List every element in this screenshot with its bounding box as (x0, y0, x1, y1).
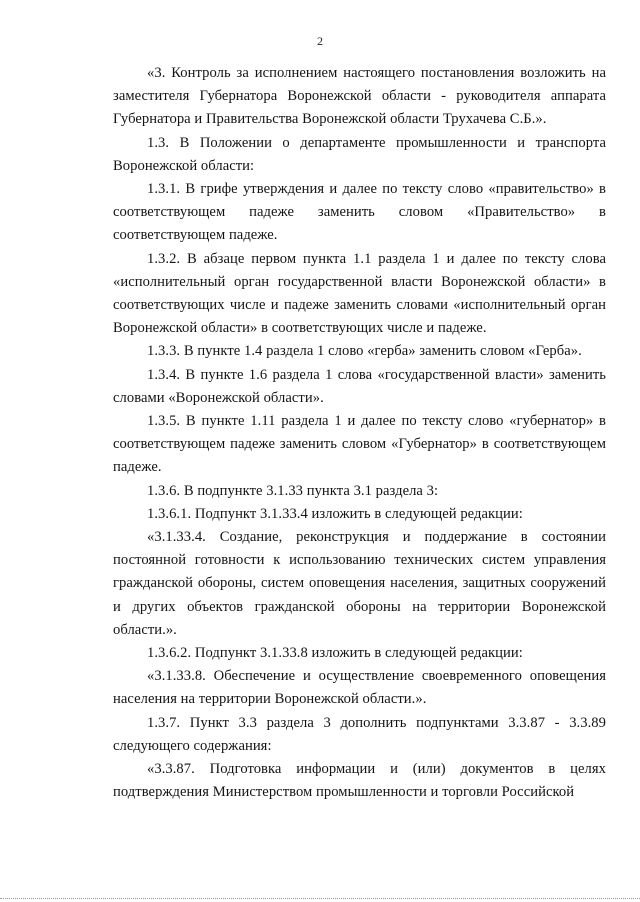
paragraph-1-3-6: 1.3.6. В подпункте 3.1.33 пункта 3.1 раздела 3: (147, 482, 439, 499)
paragraph-1-3-4: 1.3.4. В пункте 1.6 раздела 1 слова «государственной власти» заменить словами «Воронежской области». (113, 366, 606, 406)
paragraph-1-3-6-2: 1.3.6.2. Подпункт 3.1.33.8 изложить в следующей редакции: (147, 645, 523, 662)
paragraph-1-3-1: 1.3.1. В грифе утверждения и далее по тексту слово «правительство» в соответствующем падеже заменить словом «Правительство» в соответствующем падеже. (113, 181, 606, 244)
paragraph-3-1-33-8: «3.1.33.8. Обеспечение и осуществление своевременного оповещения населения на территории Воронежской области.». (113, 668, 606, 708)
page-bottom-edge (0, 898, 640, 899)
paragraph-1-3-6-1: 1.3.6.1. Подпункт 3.1.33.4 изложить в следующей редакции: (147, 505, 523, 522)
document-body (113, 62, 606, 805)
paragraph-1-3-2: 1.3.2. В абзаце первом пункта 1.1 раздела 1 и далее по тексту слова «исполнительный орган государственной власти Воронежской области» в соответствующих числе и падеже заменить словами «исполнительный орган Воронежской области» в соответствующих числе и падеже. (113, 250, 606, 337)
paragraph-1-3-7: 1.3.7. Пункт 3.3 раздела 3 дополнить подпунктами 3.3.87 - 3.3.89 следующего содержания: (113, 714, 606, 754)
paragraph-1-3-5: 1.3.5. В пункте 1.11 раздела 1 и далее по тексту слово «губернатор» в соответствующем падеже заменить словом «Губернатор» в соответствующем падеже. (113, 413, 606, 476)
paragraph-1-3: 1.3. В Положении о департаменте промышленности и транспорта Воронежской области: (113, 134, 606, 174)
paragraph-1-3-3: 1.3.3. В пункте 1.4 раздела 1 слово «герба» заменить словом «Герба». (147, 343, 582, 360)
paragraph-3-1-33-4: «3.1.33.4. Создание, реконструкция и поддержание в состоянии постоянной готовности к использованию технических систем управления гражданской обороны, систем оповещения населения, защитных сооружений и других объектов гражданской обороны на территории Воронежской области.». (113, 529, 606, 638)
page-number: 2 (317, 34, 323, 48)
paragraph-control-clause: «3. Контроль за исполнением настоящего постановления возложить на заместителя Губернатора Воронежской области - руководителя аппарата Губернатора и Правительства Воронежской области Трухачева С.Б.». (113, 65, 606, 128)
paragraph-3-3-87: «3.3.87. Подготовка информации и (или) документов в целях подтверждения Министерством промышленности и торговли Российской (113, 761, 606, 801)
